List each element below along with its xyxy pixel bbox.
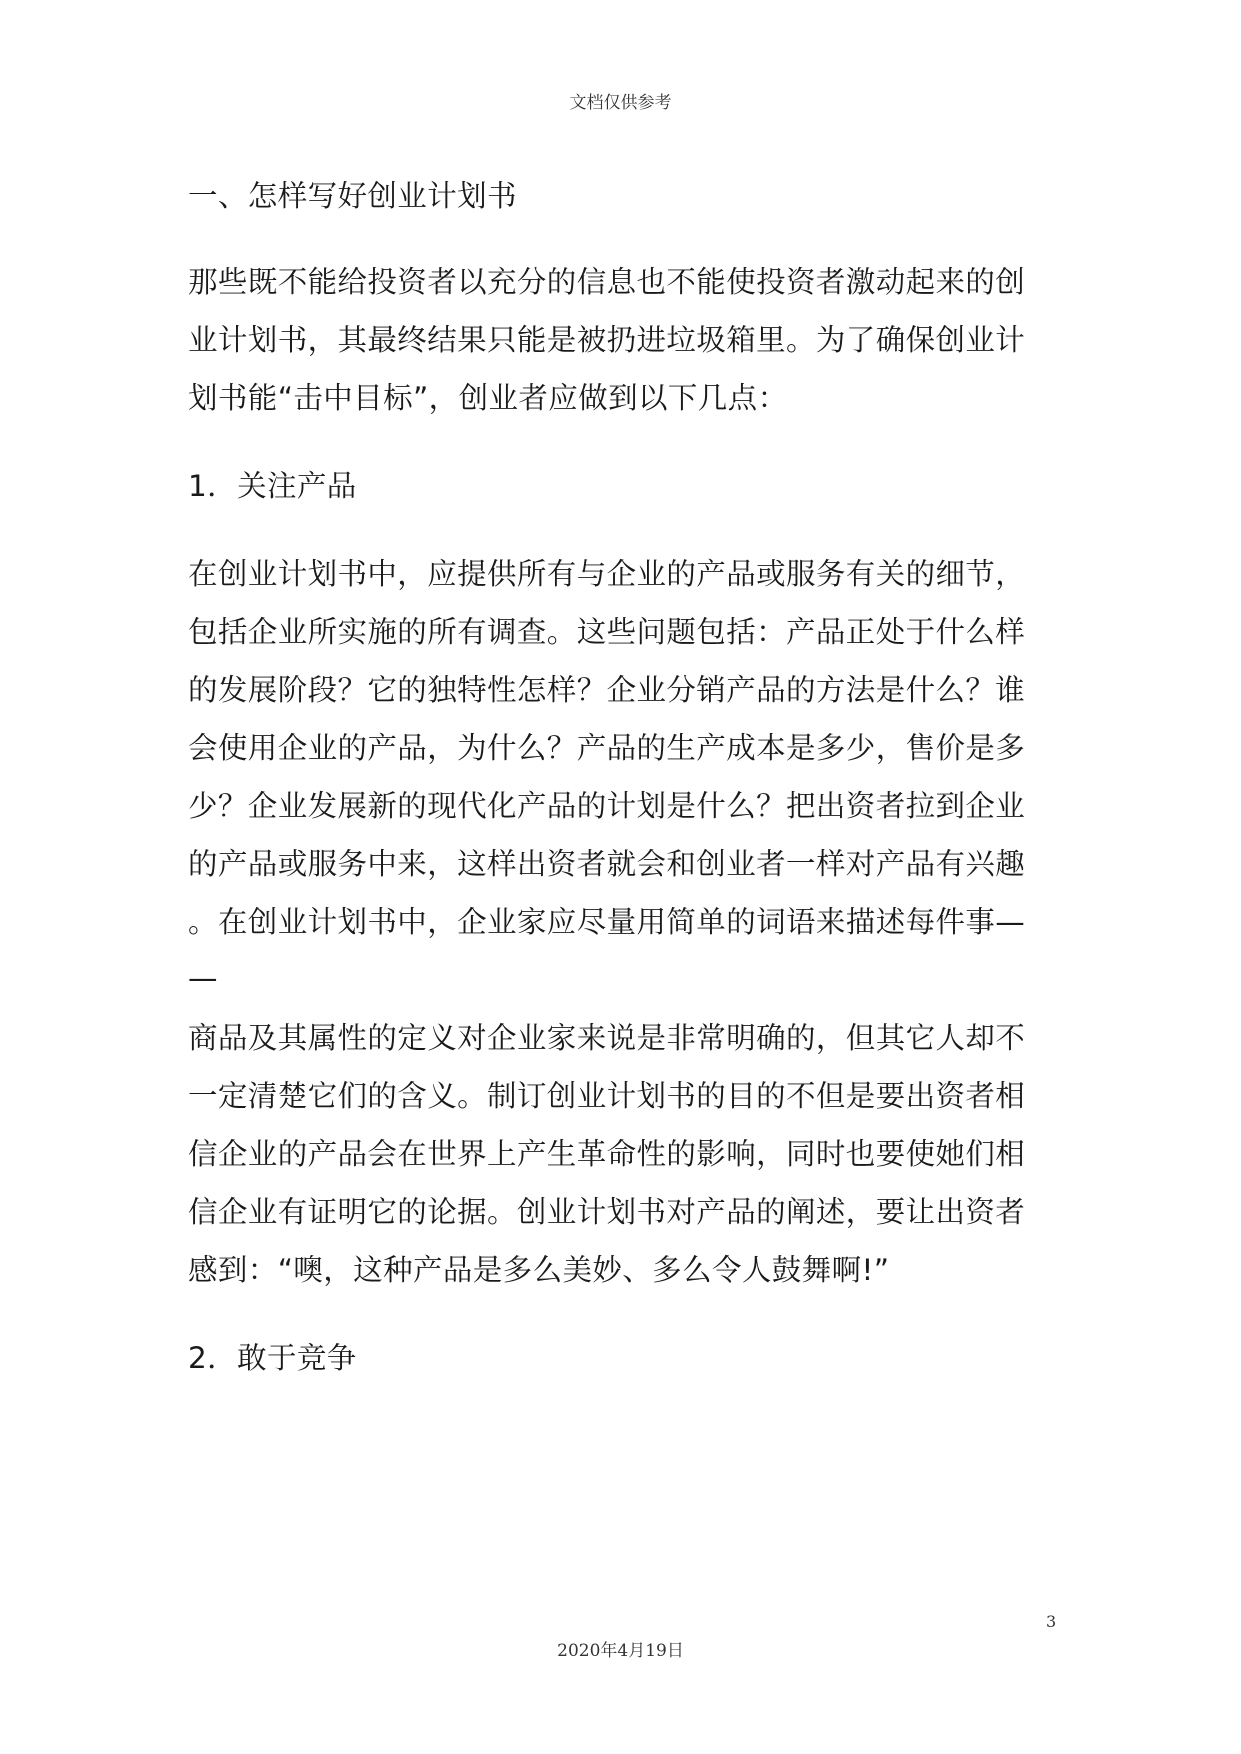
item1-p1-line-8: — <box>188 961 218 995</box>
item1-p2-line-1: 商品及其属性的定义对企业家来说是非常明确的，但其它人却不 <box>188 1021 1026 1055</box>
item1-p1-line-5: 少？企业发展新的现代化产品的计划是什么？把出资者拉到企业 <box>188 789 1026 823</box>
page-header: 文档仅供参考 <box>569 93 672 113</box>
item1-heading: 1．关注产品 <box>188 469 357 503</box>
section-title: 一、怎样写好创业计划书 <box>188 179 517 213</box>
item1-p2-line-4: 信企业有证明它的论据。创业计划书对产品的阐述，要让出资者 <box>188 1195 1026 1229</box>
item1-p2-line-2: 一定清楚它们的含义。制订创业计划书的目的不但是要出资者相 <box>188 1079 1026 1113</box>
intro-line-2: 业计划书，其最终结果只能是被扔进垃圾箱里。为了确保创业计 <box>188 323 1026 357</box>
item1-p1-line-1: 在创业计划书中，应提供所有与企业的产品或服务有关的细节， <box>188 557 1026 591</box>
item1-p1-line-6: 的产品或服务中来，这样出资者就会和创业者一样对产品有兴趣 <box>188 847 1026 881</box>
item1-p2-line-5: 感到：“噢，这种产品是多么美妙、多么令人鼓舞啊!” <box>188 1253 890 1287</box>
page-footer-date: 2020年4月19日 <box>557 1641 684 1661</box>
page-number: 3 <box>1046 1612 1057 1631</box>
item1-p1-line-4: 会使用企业的产品，为什么？产品的生产成本是多少，售价是多 <box>188 731 1026 765</box>
item2-heading: 2．敢于竞争 <box>188 1341 357 1375</box>
item1-p2-line-3: 信企业的产品会在世界上产生革命性的影响，同时也要使她们相 <box>188 1137 1026 1171</box>
item1-p1-line-2: 包括企业所实施的所有调查。这些问题包括：产品正处于什么样 <box>188 615 1026 649</box>
item1-p1-line-7: 。在创业计划书中，企业家应尽量用简单的词语来描述每件事— <box>188 905 1026 939</box>
intro-line-3: 划书能“击中目标”，创业者应做到以下几点： <box>188 381 788 415</box>
item1-p1-line-3: 的发展阶段？它的独特性怎样？企业分销产品的方法是什么？谁 <box>188 673 1026 707</box>
intro-line-1: 那些既不能给投资者以充分的信息也不能使投资者激动起来的创 <box>188 265 1026 299</box>
